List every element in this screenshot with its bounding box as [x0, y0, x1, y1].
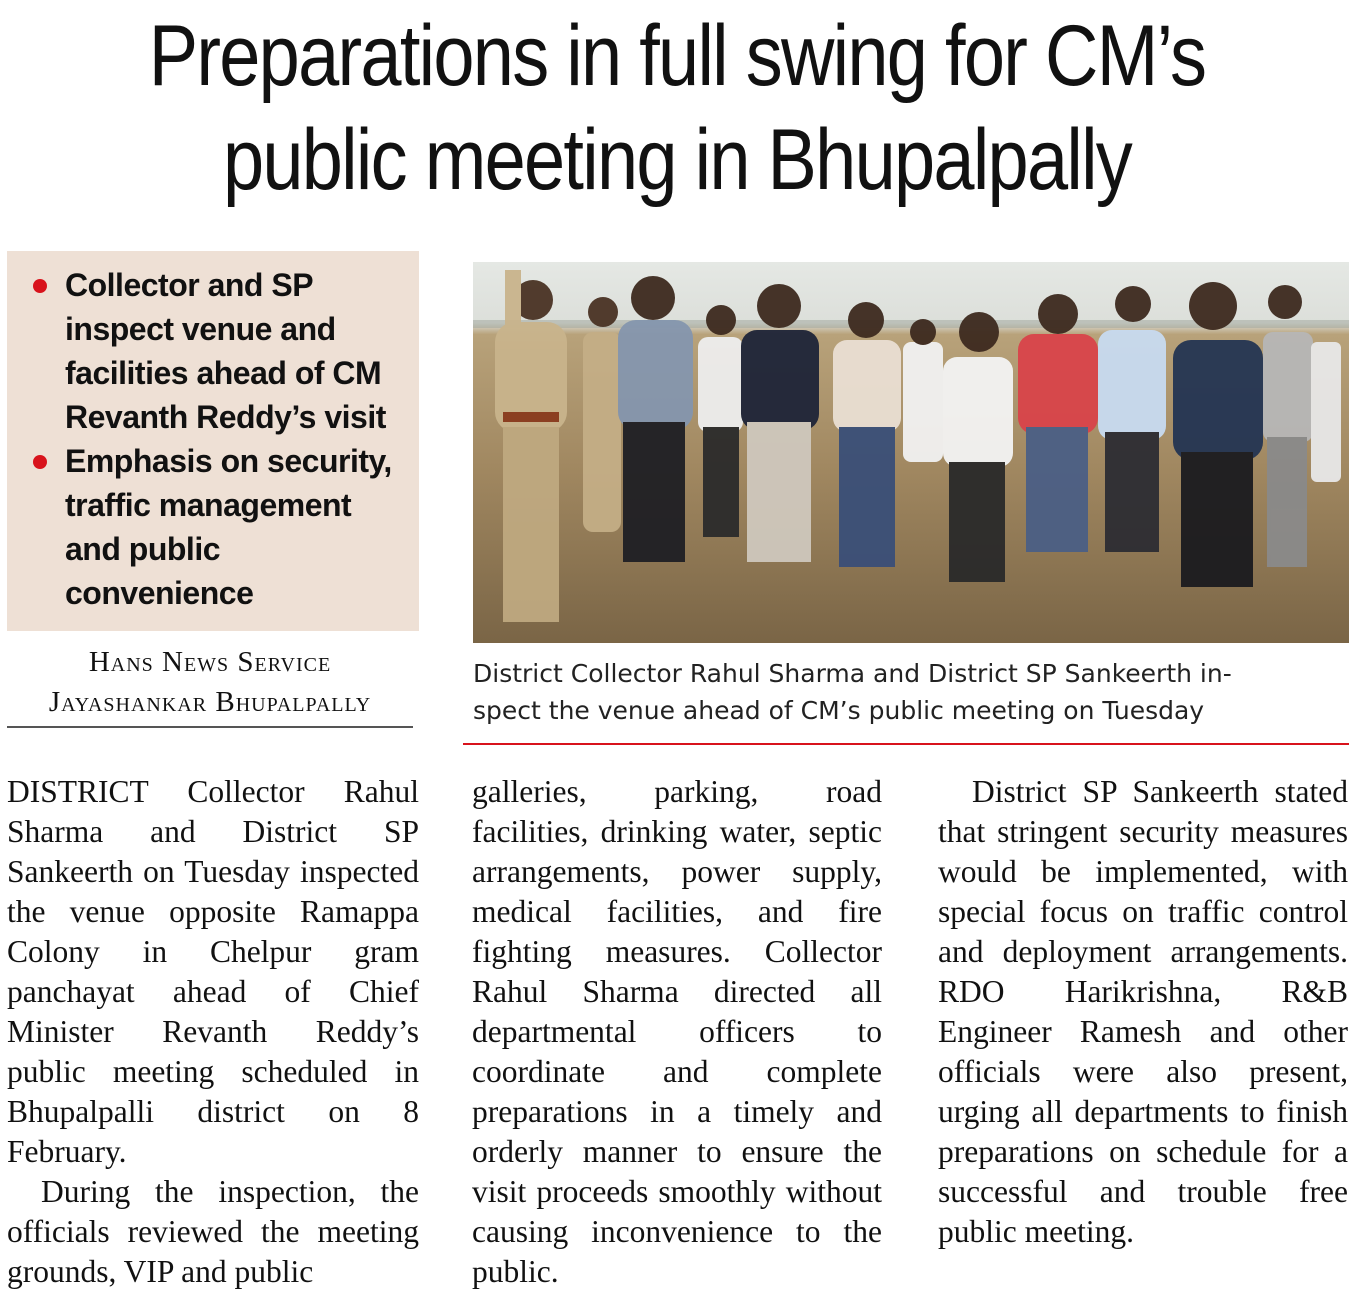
highlight-item	[33, 439, 409, 615]
headline	[95, 4, 1259, 212]
byline	[7, 642, 413, 722]
photo-illustration	[473, 262, 1349, 643]
headline-line-1: Preparations in full swing for CM’s	[148, 8, 1206, 104]
highlight-text: Collector and SP inspect venue and facilities ahead of CM Revanth Reddy’s visit	[65, 267, 386, 435]
highlights-box	[7, 251, 419, 631]
article-paragraph: galleries, parking, road facilities, drinking water, septic arrangements, power supply, medical facilities, and fire fighting measures. Collector Rahul Sharma directed all departmental officers to coordinate and complete preparations in a timely and orderly manner to ensure the visit proceeds smoothly without causing inconvenience to the public.	[472, 774, 882, 1289]
caption-line-1: District Collector Rahul Sharma and District SP Sankeerth in-	[473, 659, 1232, 688]
red-bullet-icon	[33, 455, 47, 469]
red-bullet-icon	[33, 279, 47, 293]
article-paragraph: During the inspection, the officials reviewed the meeting grounds, VIP and public	[7, 1174, 419, 1289]
caption-divider	[463, 743, 1349, 745]
news-photo	[473, 262, 1349, 643]
highlights-list	[33, 263, 409, 615]
headline-line-2: public meeting in Bhupalpally	[222, 112, 1132, 208]
article-paragraph: DISTRICT Collector Rahul Sharma and District SP Sankeerth on Tuesday inspected the venue opposite Ramappa Colony in Chelpur gram panchayat ahead of Chief Minister Revanth Reddy’s public meeting scheduled in Bhupalpalli district on 8 February.	[7, 774, 419, 1169]
highlight-text: Emphasis on security, traffic management and public convenience	[65, 443, 392, 611]
article-column-1	[7, 772, 419, 1292]
byline-divider	[7, 726, 413, 728]
photo-caption	[473, 655, 1349, 729]
article-column-3	[938, 772, 1348, 1252]
byline-location: Jayashankar Bhupalpally	[48, 686, 372, 718]
byline-agency: Hans News Service	[88, 646, 332, 678]
article-column-2	[472, 772, 882, 1292]
caption-line-2: spect the venue ahead of CM’s public meeting on Tuesday	[473, 696, 1205, 725]
highlight-item	[33, 263, 409, 439]
article-paragraph: District SP Sankeerth stated that stringent security measures would be implemented, with special focus on traffic control and deployment arrangements. RDO Harikrishna, R&B Engineer Ramesh and other officials were also present, urging all departments to finish preparations on schedule for a successful and trouble free public meeting.	[938, 774, 1348, 1249]
